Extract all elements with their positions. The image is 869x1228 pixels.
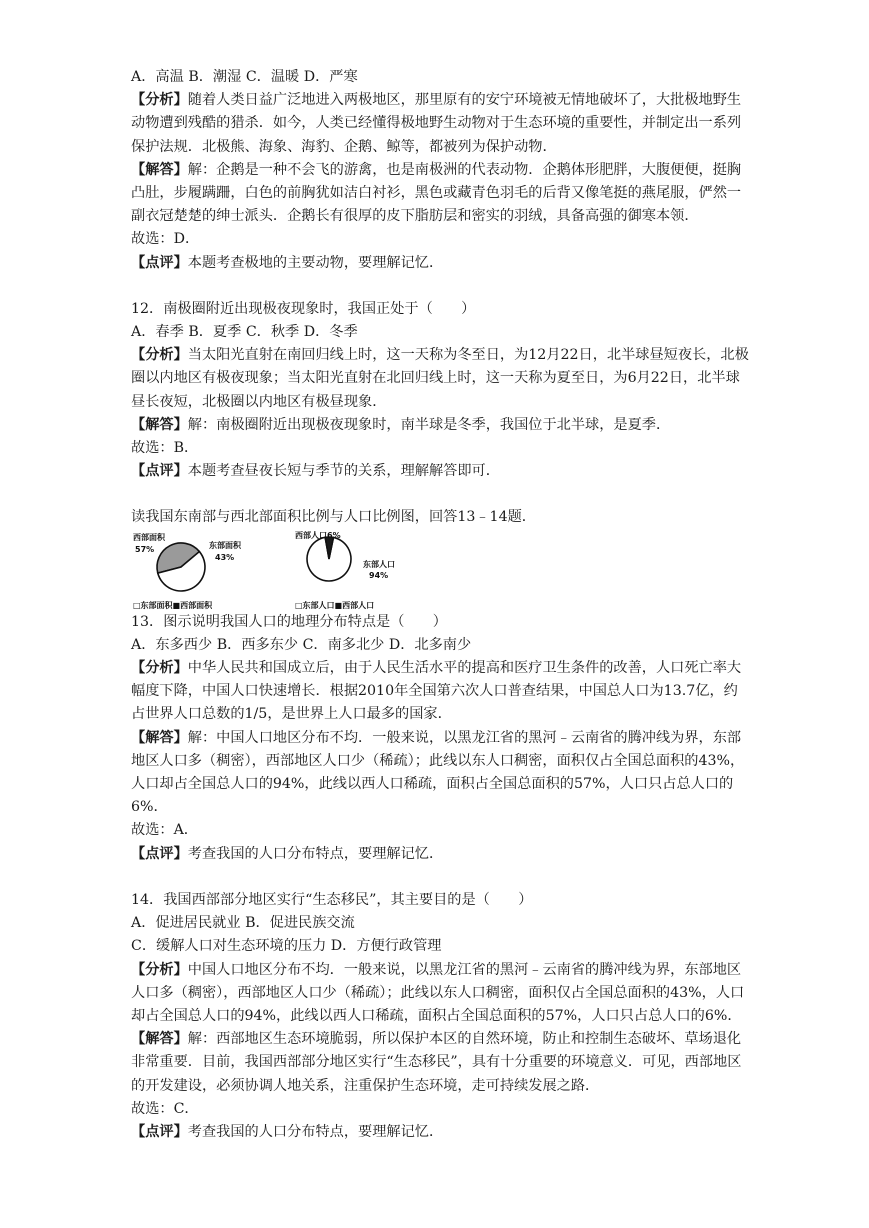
q12-stem: 12．南极圈附近出现极夜现象时，我国正处于（ ） bbox=[131, 300, 476, 317]
q14-stem: 14．我国西部部分地区实行“生态移民”，其主要目的是（ ） bbox=[131, 891, 533, 908]
spacer bbox=[131, 275, 751, 298]
analysis-tag: 【分析】 bbox=[131, 961, 188, 978]
population-pie-chart bbox=[293, 531, 413, 611]
data-label bbox=[295, 531, 341, 540]
q14-choice: 故选：C． bbox=[131, 1100, 199, 1117]
q13-options: A．东多西少 B．西多东少 C．南多北少 D．北多南少 bbox=[131, 636, 472, 653]
q12-comment bbox=[131, 460, 751, 483]
answer-tag: 【解答】 bbox=[131, 161, 188, 178]
slice-value: 6% bbox=[327, 530, 341, 540]
comment-tag: 【点评】 bbox=[131, 463, 188, 480]
q13-stem: 13．图示说明我国人口的地理分布特点是（ ） bbox=[131, 613, 447, 630]
comment-tag: 【点评】 bbox=[131, 254, 188, 271]
spacer bbox=[131, 866, 751, 889]
analysis-text: 中华人民共和国成立后，由于人民生活水平的提高和医疗卫生条件的改善，人口死亡率大幅度下降，中国人口快速增长．根据2010年全国第六次人口普查结果，中国总人口为13.7亿，约占世界人口总数的1/5，是世界上人口最多的国家． bbox=[131, 660, 742, 723]
q12-analysis bbox=[131, 344, 751, 414]
figure-intro: 读我国东南部与西北部面积比例与人口比例图，回答13﹣14题． bbox=[131, 509, 536, 526]
answer-text: 解：南极圈附近出现极夜现象时，南半球是冬季，我国位于北半球，是夏季． bbox=[187, 416, 671, 433]
legend-text: □东部人口■西部人口 bbox=[295, 600, 375, 610]
analysis-text: 中国人口地区分布不均．一般来说，以黑龙江省的黑河﹣云南省的腾冲线为界，东部地区人口多（稠密），西部地区人口少（稀疏）；此线以东人口稠密，面积仅占全国总面积的43%，人口却占全国总人口的94%，此线以西人口稀疏，面积占全国总面积的57%，人口只占总人口的6%． bbox=[131, 961, 745, 1024]
comment-text: 考查我国的人口分布特点，要理解记忆． bbox=[187, 1123, 444, 1140]
q11-answer bbox=[131, 159, 751, 229]
q14-analysis bbox=[131, 959, 751, 1029]
q11-options: A．高温 B．潮湿 C．温暖 D．严寒 bbox=[131, 69, 358, 85]
tick-label: 西部面积 bbox=[133, 532, 165, 542]
analysis-text: 当太阳光直射在南回归线上时，这一天称为冬至日，为12月22日，北半球昼短夜长，北极圈以内地区有极夜现象；当太阳光直射在北回归线上时，这一天称为夏至日，为6月22日，北半球昼长夜短，北极圈以内地区有极昼现象． bbox=[131, 347, 749, 410]
q13-choice: 故选：A． bbox=[131, 822, 198, 839]
q14-comment bbox=[131, 1121, 751, 1144]
q14-options-1: A．促进居民就业 B．促进民族交流 bbox=[131, 915, 355, 932]
data-label: 57% bbox=[135, 544, 155, 554]
tick-label: 东部面积 bbox=[209, 540, 241, 550]
analysis-tag: 【分析】 bbox=[131, 347, 188, 364]
analysis-text: 随着人类日益广泛地进入两极地区，那里原有的安宁环境被无情地破坏了，大批极地野生动物遭到残酷的猎杀．如今，人类已经懂得极地野生动物对于生态环境的重要性，并制定出一系列保护法规．北极熊、海象、海豹、企鹅、鲸等，都被列为保护动物． bbox=[131, 92, 742, 155]
comment-tag: 【点评】 bbox=[131, 1123, 188, 1140]
q13-comment bbox=[131, 843, 751, 866]
q11-comment bbox=[131, 252, 751, 275]
spacer bbox=[131, 483, 751, 506]
answer-tag: 【解答】 bbox=[131, 729, 188, 746]
comment-text: 本题考查极地的主要动物，要理解记忆． bbox=[187, 254, 444, 271]
legend-text: □东部面积■西部面积 bbox=[133, 600, 213, 610]
answer-text: 解：西部地区生态环境脆弱，所以保护本区的自然环境，防止和控制生态破坏、草场退化非常重要．目前，我国西部部分地区实行“生态移民”，具有十分重要的环境意义．可见，西部地区的开发建设，必须协调人地关系，注重保护生态环境，走可持续发展之路． bbox=[131, 1031, 742, 1094]
q11-choice: 故选：D． bbox=[131, 231, 200, 248]
data-label: 43% bbox=[215, 552, 235, 562]
q14-answer bbox=[131, 1028, 751, 1098]
document-body bbox=[131, 66, 751, 1144]
q13-answer bbox=[131, 727, 751, 820]
analysis-tag: 【分析】 bbox=[131, 92, 188, 109]
analysis-tag: 【分析】 bbox=[131, 660, 188, 677]
area-pie-chart bbox=[131, 531, 251, 611]
q12-choice: 故选：B． bbox=[131, 440, 199, 457]
tick-label: 西部人口 bbox=[295, 530, 327, 540]
answer-tag: 【解答】 bbox=[131, 1031, 188, 1048]
answer-tag: 【解答】 bbox=[131, 416, 188, 433]
answer-text: 解：企鹅是一种不会飞的游禽，也是南极洲的代表动物．企鹅体形肥胖，大腹便便，挺胸凸肚，步履蹒跚，白色的前胸犹如洁白衬衫，黑色或藏青色羽毛的后背又像笔挺的燕尾服，俨然一副衣冠楚楚的绅士派头．企鹅长有很厚的皮下脂肪层和密实的羽绒，具备高强的御寒本领． bbox=[131, 161, 742, 225]
data-label: 94% bbox=[369, 570, 389, 580]
comment-text: 考查我国的人口分布特点，要理解记忆． bbox=[187, 845, 444, 862]
q13-analysis bbox=[131, 657, 751, 727]
comment-tag: 【点评】 bbox=[131, 845, 188, 862]
answer-text: 解：中国人口地区分布不均．一般来说，以黑龙江省的黑河﹣云南省的腾冲线为界，东部地区人口多（稠密），西部地区人口少（稀疏）；此线以东人口稠密，面积仅占全国总面积的43%，人口却占全国总人口的94%，此线以西人口稀疏，面积占全国总面积的57%，人口只占总人口的6%． bbox=[131, 729, 745, 816]
q14-options-2: C．缓解人口对生态环境的压力 D．方便行政管理 bbox=[131, 938, 442, 955]
tick-label: 东部人口 bbox=[363, 559, 395, 569]
pie-figure bbox=[131, 531, 751, 611]
comment-text: 本题考查昼夜长短与季节的关系，理解解答即可． bbox=[187, 463, 500, 480]
q11-analysis bbox=[131, 89, 751, 159]
q12-answer bbox=[131, 414, 751, 437]
q12-options: A．春季 B．夏季 C．秋季 D．冬季 bbox=[131, 324, 358, 341]
